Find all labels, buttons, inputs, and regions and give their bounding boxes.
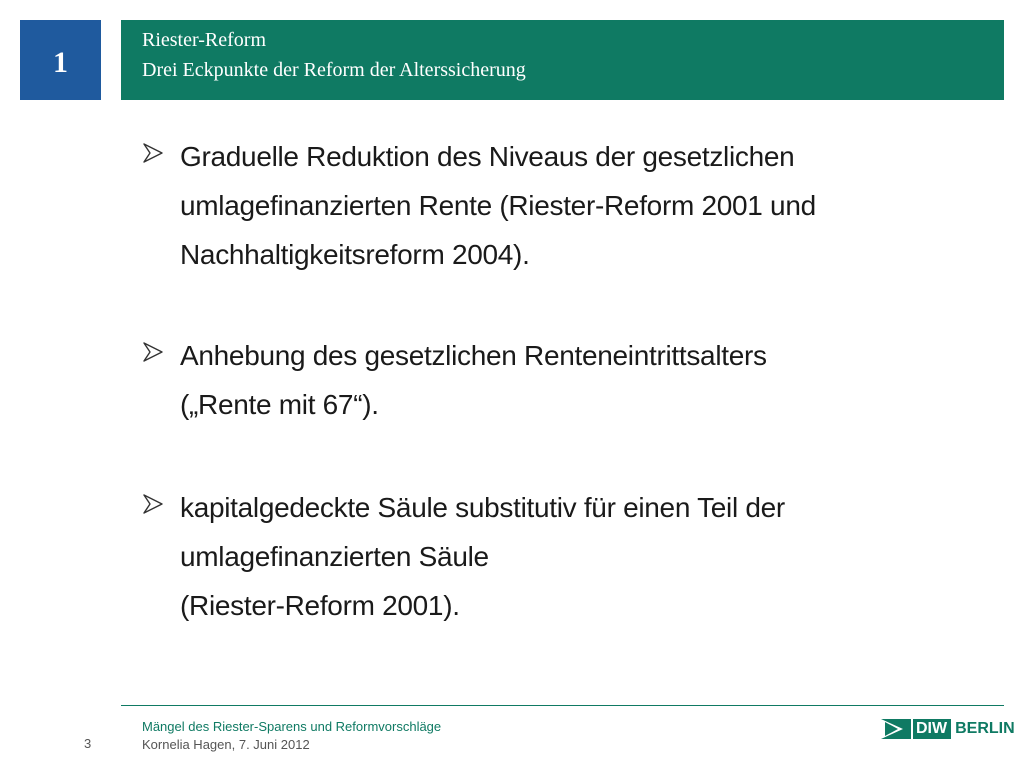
footer-divider	[121, 705, 1004, 706]
footer-topic: Mängel des Riester-Sparens und Reformvorschläge	[142, 719, 442, 734]
bullet-text	[180, 132, 1002, 279]
bullet-list	[142, 132, 1002, 682]
logo-diw-text: DIW	[913, 719, 951, 739]
bullet-line: kapitalgedeckte Säule substitutiv für einen Teil der	[180, 492, 785, 523]
diw-logo-icon	[881, 719, 911, 739]
section-number: 1	[53, 46, 68, 79]
logo-berlin-text: BERLIN	[955, 720, 1015, 737]
bullet-line: („Rente mit 67“).	[180, 389, 379, 420]
diw-logo	[881, 718, 1015, 740]
slide-title: Riester-Reform	[142, 29, 267, 51]
arrowhead-bullet-icon	[142, 493, 164, 515]
bullet-text	[180, 331, 1002, 429]
bullet-line: umlagefinanzierten Säule	[180, 541, 489, 572]
slide-header	[121, 20, 1004, 100]
bullet-line: (Riester-Reform 2001).	[180, 590, 460, 621]
footer-author-date: Kornelia Hagen, 7. Juni 2012	[142, 737, 310, 752]
bullet-item	[142, 331, 1002, 429]
bullet-text	[180, 483, 1002, 630]
bullet-line: Nachhaltigkeitsreform 2004).	[180, 239, 530, 270]
bullet-line: Graduelle Reduktion des Niveaus der gesetzlichen	[180, 141, 795, 172]
bullet-line: Anhebung des gesetzlichen Renteneintrittsalters	[180, 340, 767, 371]
section-number-box	[20, 20, 101, 100]
bullet-line: umlagefinanzierten Rente (Riester-Reform 2001 und	[180, 190, 816, 221]
page-number: 3	[84, 736, 92, 751]
arrowhead-bullet-icon	[142, 142, 164, 164]
arrowhead-bullet-icon	[142, 341, 164, 363]
bullet-item	[142, 483, 1002, 630]
slide-subtitle: Drei Eckpunkte der Reform der Alterssicherung	[142, 59, 526, 81]
bullet-item	[142, 132, 1002, 279]
